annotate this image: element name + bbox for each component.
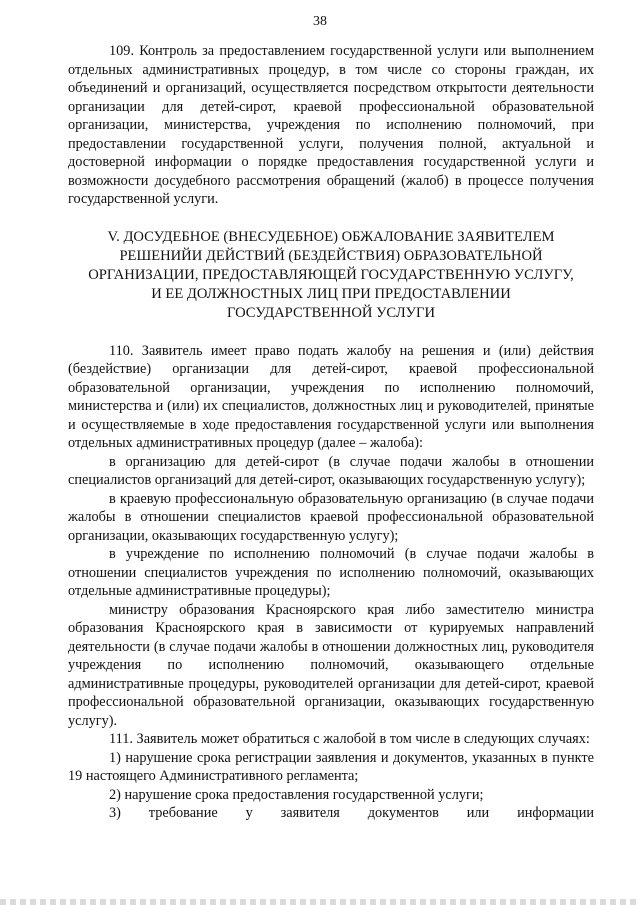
list-item: 3) требование у заявителя документов или информации — [109, 805, 594, 821]
scan-edge-artifact — [0, 899, 640, 905]
list-item: 2) нарушение срока предоставления государственной услуги; — [109, 786, 484, 803]
page-content — [68, 42, 594, 823]
section-heading-line: И ЕЕ ДОЛЖНОСТНЫХ ЛИЦ ПРИ ПРЕДОСТАВЛЕНИИ — [151, 285, 511, 302]
section-heading-line: РЕШЕНИЙИ ДЕЙСТВИЙ (БЕЗДЕЙСТВИЯ) ОБРАЗОВАТЕЛЬНОЙ — [119, 247, 543, 264]
paragraph-item: в краевую профессиональную образовательную организацию (в случае подачи жалобы в отношении специалистов краевой профессиональной образовательной организации, оказывающих государственную услугу); — [68, 490, 594, 544]
list-item: 1) нарушение срока регистрации заявления и документов, указанных в пункте 19 настоящего Административного регламента; — [68, 749, 594, 784]
section-heading-line: V. ДОСУДЕБНОЕ (ВНЕСУДЕБНОЕ) ОБЖАЛОВАНИЕ ЗАЯВИТЕЛЕМ — [107, 228, 555, 245]
page-number: 38 — [313, 14, 327, 29]
paragraph-110: 110. Заявитель имеет право подать жалобу на решения и (или) действия (бездействие) организации для детей-сирот, краевой профессиональной образовательной организации, учреждения по исполнению полномочий, министерства и (или) их специалистов, должностных лиц и руководителей, принятые и осуществляемые в ходе предоставления государственной услуги или выполнения отдельных административных процедур (далее – жалоба): — [68, 342, 594, 451]
paragraph-item: в организацию для детей-сирот (в случае подачи жалобы в отношении специалистов организаций для детей-сирот, оказывающих государственную услугу); — [68, 453, 594, 488]
paragraph-109: 109. Контроль за предоставлением государственной услуги или выполнением отдельных административных процедур, в том числе со стороны граждан, их объединений и организаций, осуществляется посредством открытости деятельности организации для детей-сирот, краевой профессиональной образовательной организации, министерства, учреждения по исполнению полномочий, при предоставлении государственной услуги, получения полной, актуальной и достоверной информации о порядке предоставления государственной услуги и возможности досудебного рассмотрения обращений (жалоб) в процессе получения государственной услуги. — [68, 43, 594, 207]
paragraph-item: в учреждение по исполнению полномочий (в случае подачи жалобы в отношении специалистов учреждения по исполнению полномочий, оказывающих отдельные административные процедуры); — [68, 546, 594, 599]
paragraph-item: министру образования Красноярского края либо заместителю министра образования Красноярского края в зависимости от курируемых направлений деятельности (в случае подачи жалобы в отношении должностных лиц, руководителя учреждения по исполнению полномочий, оказывающего отдельные административные процедуры, руководителей организации для детей-сирот, краевой профессиональной образовательной организации, оказывающих государственную услугу). — [68, 601, 594, 729]
section-heading — [68, 228, 594, 323]
section-heading-line: ОРГАНИЗАЦИИ, ПРЕДОСТАВЛЯЮЩЕЙ ГОСУДАРСТВЕННУЮ УСЛУГУ, — [88, 266, 574, 283]
section-heading-line: ГОСУДАРСТВЕННОЙ УСЛУГИ — [227, 304, 435, 321]
paragraph-111: 111. Заявитель может обратиться с жалобой в том числе в следующих случаях: — [109, 731, 590, 747]
